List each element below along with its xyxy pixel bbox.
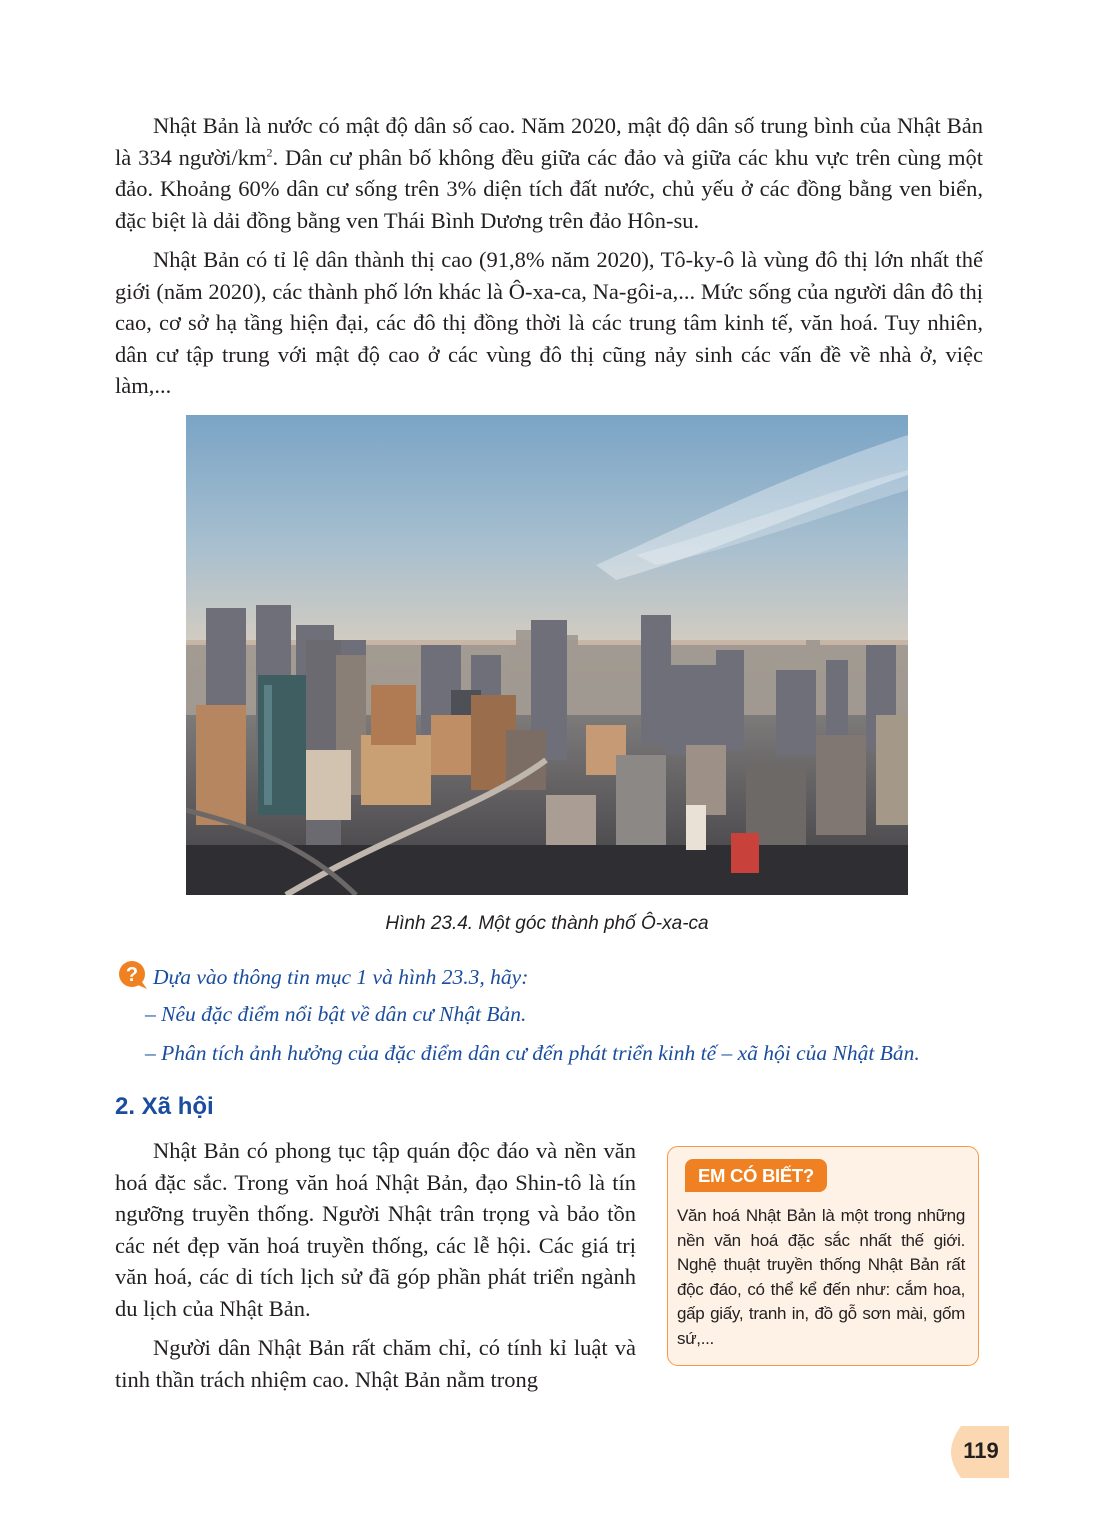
question-intro: Dựa vào thông tin mục 1 và hình 23.3, hãy: <box>153 965 529 989</box>
paragraph-urbanization: Nhật Bản có tỉ lệ dân thành thị cao (91,8% năm 2020), Tô-ky-ô là vùng đô thị lớn nhất thế giới (năm 2020), các thành phố lớn khác là Ô-xa-ca, Na-gôi-a,... Mức sống của người dân đô thị cao, cơ sở hạ tầng hiện đại, các đô thị đồng thời là các trung tâm kinh tế, văn hoá. Tuy nhiên, dân cư tập trung với mật độ cao ở các vùng đô thị cũng nảy sinh các vấn đề về nhà ở, việc làm,... <box>115 247 983 398</box>
section-heading: 2. Xã hội <box>115 1093 214 1120</box>
question-icon <box>118 960 148 990</box>
paragraph-work-ethic: Người dân Nhật Bản rất chăm chỉ, có tính kỉ luật và tinh thần trách nhiệm cao. Nhật Bản nằm trong <box>115 1335 636 1392</box>
p1-text-end: . Dân cư phân bố không đều giữa các đảo và giữa các khu vực trên cùng một đảo. Khoảng 60% dân cư sống trên 3% diện tích đất nước, chủ yếu ở các đồng bằng ven biển, đặc biệt là dải đồng bằng ven Thái Bình Dương trên đảo Hôn-su. <box>115 144 983 233</box>
svg-text:?: ? <box>125 964 139 986</box>
paragraph-culture: Nhật Bản có phong tục tập quán độc đáo và nền văn hoá đặc sắc. Trong văn hoá Nhật Bản, đạo Shin-tô là tín ngưỡng truyền thống. Người Nhật trân trọng và bảo tồn các nét đẹp văn hoá truyền thống, các lễ hội. Các giá trị văn hoá, các di tích lịch sử đã góp phần phát triển ngành du lịch của Nhật Bản. <box>115 1138 636 1321</box>
did-you-know-text: Văn hoá Nhật Bản là một trong những nền văn hoá đặc sắc nhất thế giới. Nghệ thuật truyền thống Nhật Bản rất độc đáo, có thể kể đến như: cắm hoa, gấp giấy, tranh in, đồ gỗ sơn mài, gốm sứ,... <box>677 1206 965 1348</box>
question-item: – Nêu đặc điểm nổi bật về dân cư Nhật Bản. <box>145 1002 527 1026</box>
figure-caption: Hình 23.4. Một góc thành phố Ô-xa-ca <box>385 913 709 934</box>
page-number: 119 <box>963 1438 999 1463</box>
p1-superscript: 2 <box>266 145 273 159</box>
did-you-know-box <box>667 1146 979 1366</box>
question-item: – Phân tích ảnh hưởng của đặc điểm dân cư đến phát triển kinh tế – xã hội của Nhật Bản. <box>145 1041 920 1065</box>
osaka-city-photo <box>186 415 908 895</box>
did-you-know-label: EM CÓ BIẾT? <box>685 1159 827 1192</box>
paragraph-population-density <box>115 110 983 236</box>
p1-text-start: Nhật Bản là nước có mật độ dân số cao. Năm 2020, mật độ dân số trung bình của Nhật Bản là 334 người/km <box>115 113 983 170</box>
